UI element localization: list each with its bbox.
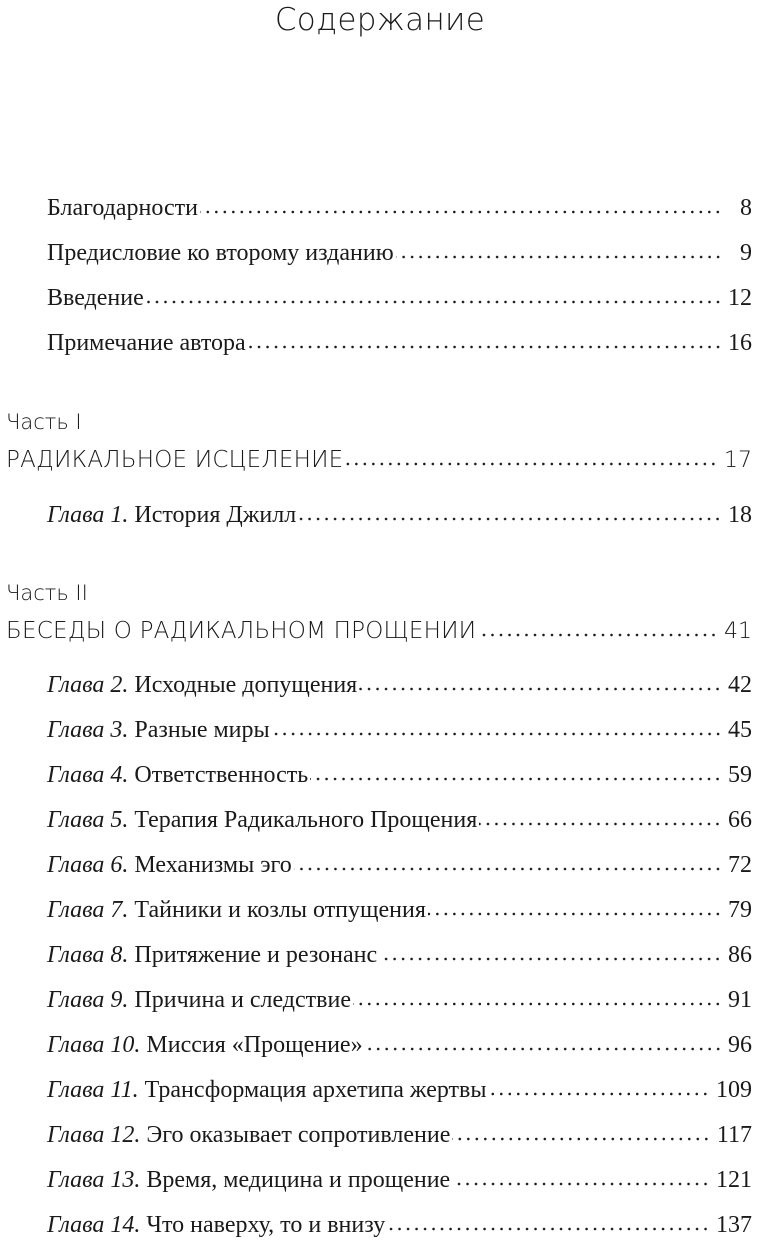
- toc-entry-page: 121: [716, 1167, 752, 1193]
- toc-chapter-5[interactable]: [47, 802, 752, 838]
- chapter-number: Глава 9.: [47, 987, 129, 1013]
- toc-chapter-4[interactable]: [47, 757, 752, 793]
- toc-chapter-9[interactable]: [47, 982, 752, 1018]
- toc-entry-page: 91: [728, 987, 752, 1013]
- toc-chapter-11[interactable]: [47, 1072, 752, 1108]
- chapter-number: Глава 13.: [47, 1167, 141, 1193]
- chapter-number: Глава 6.: [47, 852, 129, 878]
- dot-leader: [478, 630, 718, 640]
- toc-chapter-7[interactable]: [47, 892, 752, 928]
- toc-entry-page: 109: [716, 1077, 752, 1103]
- toc-entry-label: Благодарности: [47, 195, 198, 221]
- toc-entry-page: 117: [716, 1122, 752, 1148]
- dot-leader: [345, 459, 718, 469]
- toc-chapter-10[interactable]: [47, 1027, 752, 1063]
- dot-leader: [310, 774, 722, 784]
- chapter-title: Механизмы эго: [134, 852, 292, 878]
- chapter-number: Глава 7.: [47, 897, 129, 923]
- chapter-number: Глава 10.: [47, 1032, 141, 1058]
- chapter-title: Притяжение и резонанс: [134, 942, 378, 968]
- toc-entry-label: Предисловие ко второму изданию: [47, 240, 394, 266]
- dot-leader: [200, 207, 722, 217]
- chapter-title: Причина и следствие: [134, 987, 351, 1013]
- toc-entry-page: 86: [728, 942, 752, 968]
- chapter-title: Трансформация архетипа жертвы: [144, 1077, 487, 1103]
- toc-entry-page: 18: [728, 502, 752, 528]
- toc-entry-author-note[interactable]: [47, 325, 752, 361]
- toc-chapter-3[interactable]: [47, 712, 752, 748]
- toc-part-1[interactable]: [6, 442, 752, 478]
- chapter-title: Эго оказывает сопротивление: [146, 1122, 451, 1148]
- toc-entry-page: 66: [728, 807, 752, 833]
- toc-entry-page: 45: [728, 717, 752, 743]
- chapter-number: Глава 3.: [47, 717, 129, 743]
- dot-leader: [428, 909, 722, 919]
- dot-leader: [365, 1044, 722, 1054]
- toc-chapter-1[interactable]: [47, 497, 752, 533]
- chapter-number: Глава 1.: [47, 502, 129, 528]
- dot-leader: [359, 684, 722, 694]
- toc-entry-page: 137: [716, 1212, 752, 1238]
- page-title: Содержание: [274, 2, 486, 38]
- toc-chapter-8[interactable]: [47, 937, 752, 973]
- toc-entry-page: 17: [724, 448, 752, 473]
- toc-entry-preface[interactable]: [47, 235, 752, 271]
- chapter-title: Тайники и козлы отпущения: [134, 897, 426, 923]
- chapter-title: Что наверху, то и внизу: [146, 1212, 386, 1238]
- dot-leader: [396, 252, 722, 262]
- toc-entry-page: 42: [728, 672, 752, 698]
- chapter-title: Время, медицина и прощение: [146, 1167, 451, 1193]
- toc-chapter-13[interactable]: [47, 1162, 752, 1198]
- toc-chapter-14[interactable]: [47, 1207, 752, 1243]
- dot-leader: [272, 729, 722, 739]
- toc-chapter-12[interactable]: [47, 1117, 752, 1153]
- dot-leader: [353, 999, 722, 1009]
- dot-leader: [479, 819, 722, 829]
- chapter-number: Глава 4.: [47, 762, 129, 788]
- chapter-number: Глава 12.: [47, 1122, 141, 1148]
- toc-entry-page: 72: [728, 852, 752, 878]
- part-2-heading: Часть II: [6, 581, 88, 605]
- dot-leader: [452, 1134, 711, 1144]
- dot-leader: [298, 514, 722, 524]
- toc-entry-page: 59: [728, 762, 752, 788]
- dot-leader: [488, 1089, 710, 1099]
- toc-entry-page: 9: [740, 240, 752, 266]
- toc-entry-page: 8: [740, 195, 752, 221]
- toc-entry-page: 96: [728, 1032, 752, 1058]
- chapter-title: Терапия Радикального Прощения: [134, 807, 478, 833]
- dot-leader: [452, 1179, 710, 1189]
- chapter-title: Миссия «Прощение»: [146, 1032, 363, 1058]
- dot-leader: [387, 1224, 710, 1234]
- toc-entry-page: 41: [724, 619, 752, 644]
- toc-entry-label: Введение: [47, 285, 144, 311]
- chapter-title: История Джилл: [134, 502, 297, 528]
- chapter-number: Глава 2.: [47, 672, 129, 698]
- dot-leader: [248, 342, 722, 352]
- part-1-heading: Часть I: [6, 410, 82, 434]
- toc-entry-page: 12: [728, 285, 752, 311]
- toc-entry-acknowledgements[interactable]: [47, 190, 752, 226]
- toc-chapter-2[interactable]: [47, 667, 752, 703]
- toc-chapter-6[interactable]: [47, 847, 752, 883]
- chapter-number: Глава 11.: [47, 1077, 139, 1103]
- toc-part-2[interactable]: [6, 613, 752, 649]
- chapter-title: Исходные допущения: [134, 672, 358, 698]
- chapter-title: Разные миры: [134, 717, 270, 743]
- toc-entry-label: Примечание автора: [47, 330, 246, 356]
- part-title: РАДИКАЛЬНОЕ ИСЦЕЛЕНИЕ: [6, 447, 344, 473]
- toc-entry-introduction[interactable]: [47, 280, 752, 316]
- chapter-number: Глава 5.: [47, 807, 129, 833]
- dot-leader: [294, 864, 722, 874]
- chapter-number: Глава 8.: [47, 942, 129, 968]
- toc-entry-page: 16: [728, 330, 752, 356]
- part-title: БЕСЕДЫ О РАДИКАЛЬНОМ ПРОЩЕНИИ: [6, 618, 477, 644]
- dot-leader: [379, 954, 722, 964]
- chapter-title: Ответственность: [134, 762, 309, 788]
- toc-entry-page: 79: [728, 897, 752, 923]
- chapter-number: Глава 14.: [47, 1212, 141, 1238]
- dot-leader: [146, 297, 722, 307]
